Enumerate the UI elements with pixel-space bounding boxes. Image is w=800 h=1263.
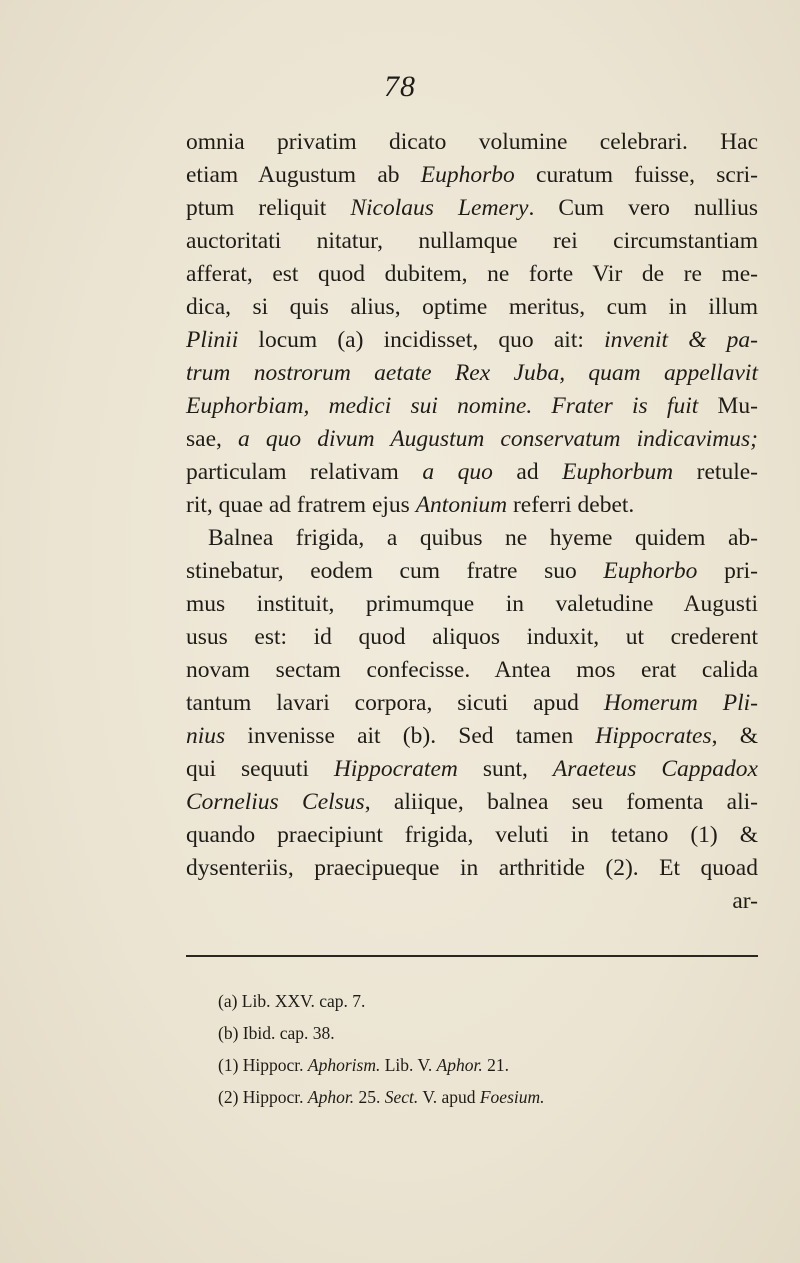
text-line: tantum lavari corpora, sicuti apud Homerum Pli- xyxy=(186,690,759,716)
page-number: 78 xyxy=(384,70,416,103)
text-line: qui sequuti Hippocratem sunt, Araeteus Cappadox xyxy=(186,756,758,782)
footnote-b: (b) Ibid. cap. 38. xyxy=(218,1023,335,1043)
text-line: etiam Augustum ab Euphorbo curatum fuisse, scri- xyxy=(186,162,758,188)
text-line: Plinii locum (a) incidisset, quo ait: invenit & pa- xyxy=(186,327,758,353)
text-line: dica, si quis alius, optime meritus, cum in illum xyxy=(186,294,758,320)
footnote-1: (1) Hippocr. Aphorism. Lib. V. Aphor. 21. xyxy=(218,1055,510,1075)
text-line: quando praecipiunt frigida, veluti in tetano (1) & xyxy=(186,822,758,848)
text-line: nius invenisse ait (b). Sed tamen Hippocrates, & xyxy=(186,723,758,749)
text-line: novam sectam confecisse. Antea mos erat calida xyxy=(186,657,758,683)
footnotes xyxy=(218,985,738,1113)
footnote-2: (2) Hippocr. Aphor. 25. Sect. V. apud Foesium. xyxy=(218,1087,545,1107)
text-line: auctoritati nitatur, nullamque rei circumstantiam xyxy=(186,228,758,254)
text-line: mus instituit, primumque in valetudine Augusti xyxy=(186,591,758,617)
text-line: dysenteriis, praecipueque in arthritide (2). Et quoad xyxy=(186,855,758,881)
text-line: stinebatur, eodem cum fratre suo Euphorbo pri- xyxy=(186,558,758,584)
text-line: Euphorbiam, medici sui nomine. Frater is fuit Mu- xyxy=(186,393,758,419)
text-line: Cornelius Celsus, aliique, balnea seu fomenta ali- xyxy=(186,789,758,815)
body-text xyxy=(186,126,758,918)
catchword: ar- xyxy=(732,888,758,914)
text-line: sae, a quo divum Augustum conservatum indicavimus; xyxy=(186,426,758,452)
text-line: omnia privatim dicato volumine celebrari. Hac xyxy=(186,129,758,155)
text-line: ptum reliquit Nicolaus Lemery. Cum vero nullius xyxy=(186,195,758,221)
footnote-a: (a) Lib. XXV. cap. 7. xyxy=(218,991,366,1011)
text-line: particulam relativam a quo ad Euphorbum retule- xyxy=(186,459,758,485)
footnote-rule xyxy=(186,955,758,957)
text-line: Balnea frigida, a quibus ne hyeme quidem ab- xyxy=(208,525,758,551)
text-line: afferat, est quod dubitem, ne forte Vir de re me- xyxy=(186,261,758,287)
text-line: rit, quae ad fratrem ejus Antonium referri debet. xyxy=(186,492,635,518)
text-line: trum nostrorum aetate Rex Juba, quam appellavit xyxy=(186,360,758,386)
text-line: usus est: id quod aliquos induxit, ut crederent xyxy=(186,624,758,650)
